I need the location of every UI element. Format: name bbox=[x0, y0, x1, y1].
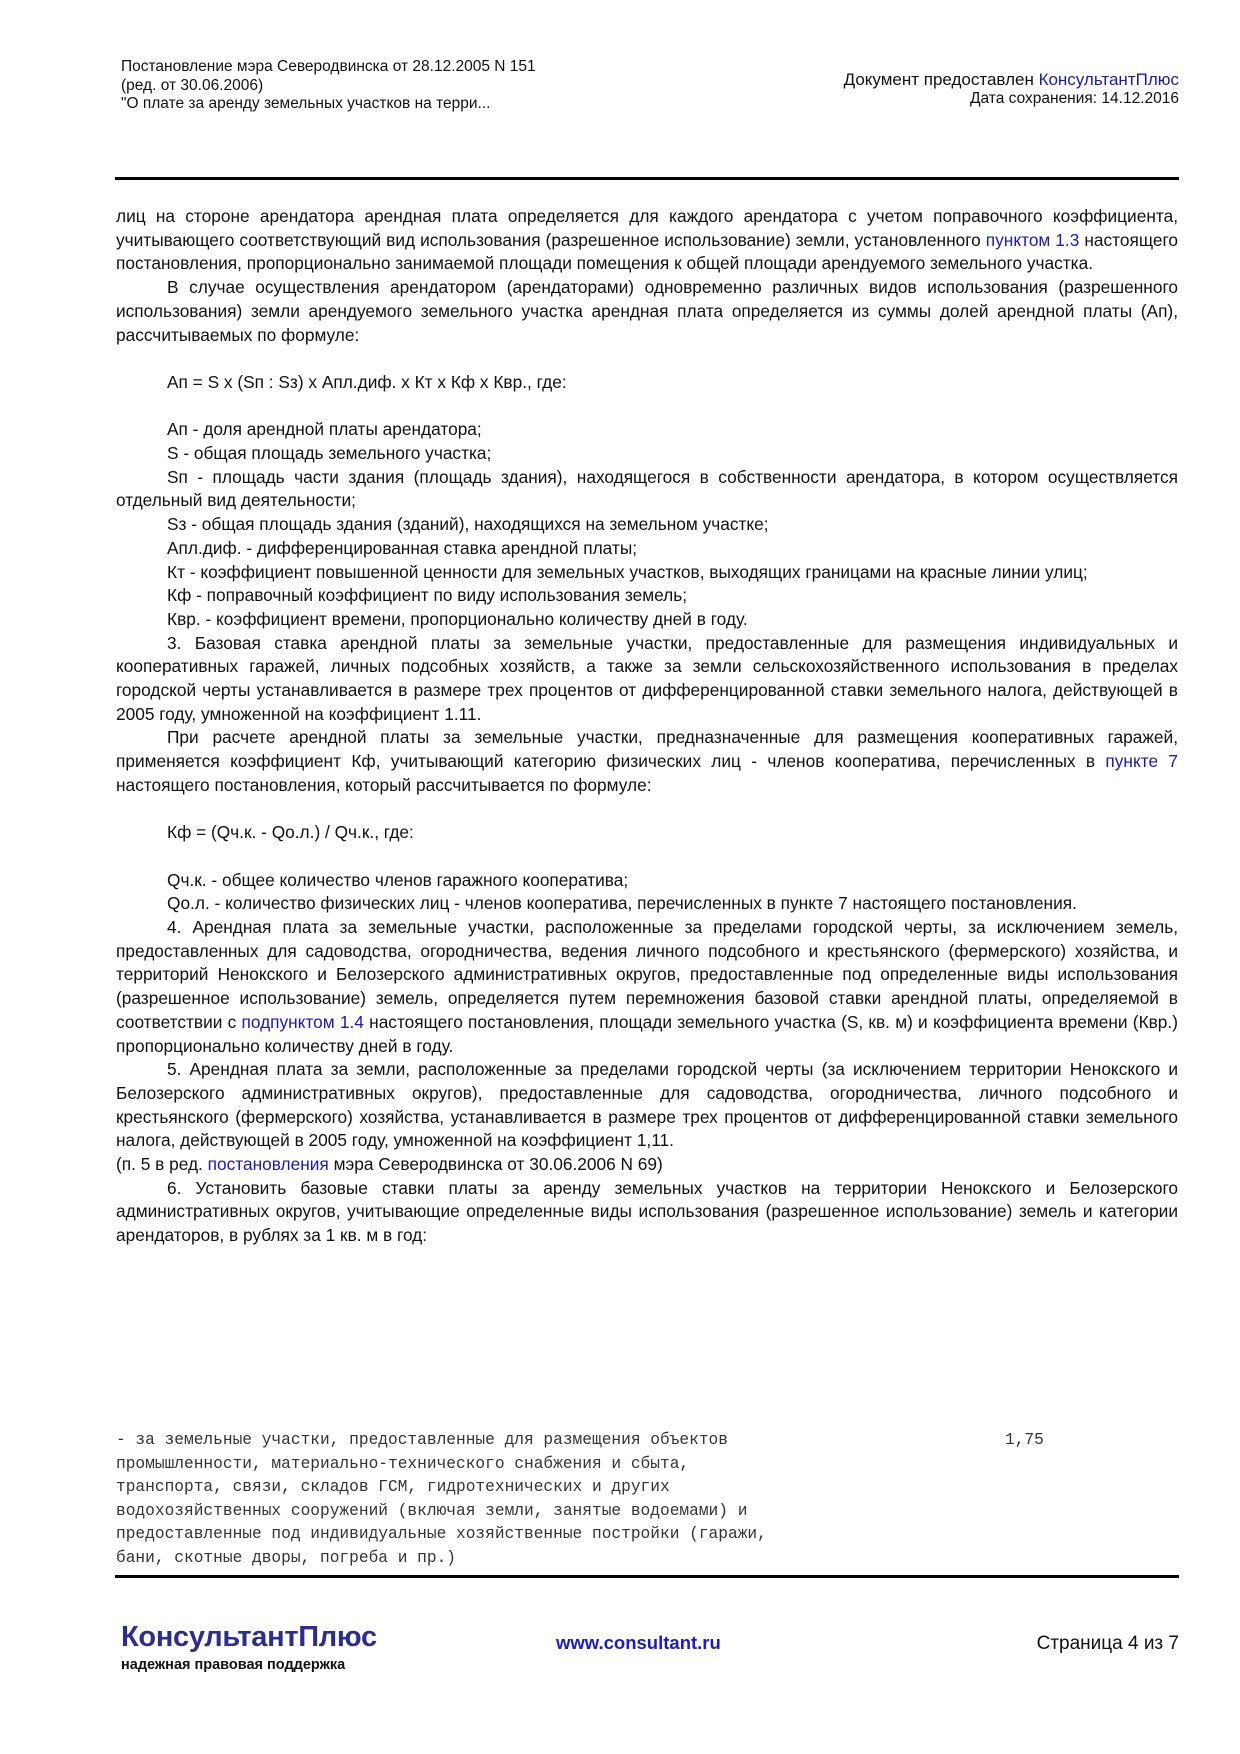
definition: Квр. - коэффициент времени, пропорционально количеству дней в году. bbox=[167, 608, 748, 629]
logo-tagline: надежная правовая поддержка bbox=[121, 1657, 346, 1673]
link-punkt-1-3[interactable]: пунктом 1.3 bbox=[985, 229, 1080, 250]
paragraph-section-5: 5. Арендная плата за земли, расположенные за пределами городской черты (за исключением территории Ненокского и Белозерского административных округов), предоставленные для садоводства, огородничества, личного подсобного и крестьянского (фермерского) хозяйства, устанавливается в размере трех процентов от дифференцированной ставки земельного налога, действующей в 2005 году, умноженной на коэффициент 1,11. bbox=[116, 1059, 1178, 1151]
provided-by bbox=[844, 70, 1179, 89]
provided-by-label: Документ предоставлен bbox=[843, 70, 1039, 89]
rate-description-line: - за земельные участки, предоставленные для размещения объектов bbox=[116, 1431, 728, 1449]
link-postanovlenie[interactable]: постановления bbox=[207, 1154, 329, 1175]
definition: S - общая площадь земельного участка; bbox=[167, 443, 492, 463]
rates-table-row bbox=[116, 1429, 1178, 1571]
paragraph: лиц на стороне арендатора арендная плата определяется для каждого арендатора с учетом поправочного коэффициента, учитывающего соответствующий вид использования (разрешенное использование) земли, установленного пунктом 1.3 настоящего постановления, пропорционально занимаемой площади помещения к общей площади арендуемого земельного участка. bbox=[116, 206, 1178, 274]
paragraph-section-4: 4. Арендная плата за земельные участки, расположенные за пределами городской черты, за исключением земель, предоставленных для садоводства, огородничества, ведения личного подсобного и крестьянского (фермерского) хозяйства, и территорий Ненокского и Белозерского административных округов, предоставленные под определенные виды использования (разрешенное использование) земель, определяется путем перемножения базовой ставки арендной платы, определяемой в соответствии с подпунктом 1.4 настоящего постановления, площади земельного участка (S, кв. м) и коэффициента времени (Квр.) пропорционально количеству дней в году. bbox=[116, 917, 1178, 1056]
definition: Кф - поправочный коэффициент по виду использования земель; bbox=[167, 585, 688, 606]
edit-note: (п. 5 в ред. постановления мэра Северодвинска от 30.06.2006 N 69) bbox=[116, 1154, 663, 1175]
provider-info bbox=[844, 70, 1179, 108]
rate-description-line: транспорта, связи, складов ГСМ, гидротехнических и других bbox=[116, 1478, 670, 1497]
definition: Апл.диф. - дифференцированная ставка арендной платы; bbox=[167, 537, 638, 558]
spacer bbox=[116, 347, 1178, 371]
document-title-line: (ред. от 30.06.2006) bbox=[121, 76, 264, 94]
rate-description-line: предоставленные под индивидуальные хозяйственные постройки (гаражи, bbox=[116, 1525, 767, 1544]
page-footer bbox=[121, 1620, 1179, 1700]
page-header bbox=[121, 58, 1179, 178]
rates-table bbox=[116, 1429, 1178, 1571]
consultant-logo: КонсультантПлюс bbox=[121, 1621, 377, 1653]
spacer bbox=[116, 845, 1178, 869]
website-link[interactable]: www.consultant.ru bbox=[556, 1632, 721, 1653]
definition: Кт - коэффициент повышенной ценности для земельных участков, выходящих границами на красные линии улиц; bbox=[167, 561, 1088, 582]
definition: Sз - общая площадь здания (зданий), находящихся на земельном участке; bbox=[167, 514, 769, 535]
paragraph-section-3: 3. Базовая ставка арендной платы за земельные участки, предоставленные для размещения индивидуальных и кооперативных гаражей, личных подсобных хозяйств, а также за земли сельскохозяйственного использования в пределах городской черты устанавливается в размере трех процентов от дифференцированной ставки земельного налога, действующей в 2005 году, умноженной на коэффициент 1.11. bbox=[116, 632, 1178, 724]
document-title-line: "О плате за аренду земельных участков на терри... bbox=[121, 95, 491, 112]
definition: Qо.л. - количество физических лиц - членов кооператива, перечисленных в пункте 7 настоящего постановления. bbox=[167, 893, 1077, 914]
document-title-line: Постановление мэра Северодвинска от 28.12.2005 N 151 bbox=[121, 58, 536, 75]
spacer bbox=[116, 798, 1178, 822]
rate-description-line: бани, скотные дворы, погреба и пр.) bbox=[116, 1548, 456, 1567]
formula: Кф = (Qч.к. - Qо.л.) / Qч.к., где: bbox=[167, 822, 414, 843]
document-body bbox=[116, 205, 1178, 1248]
provider-brand-link[interactable]: КонсультантПлюс bbox=[1038, 70, 1179, 89]
footer-divider bbox=[115, 1575, 1179, 1578]
rate-description-line: промышленности, материально-технического снабжения и сбыта, bbox=[116, 1454, 690, 1473]
save-date: Дата сохранения: 14.12.2016 bbox=[970, 90, 1179, 107]
definition: Qч.к. - общее количество членов гаражного кооператива; bbox=[167, 869, 629, 890]
document-title bbox=[121, 58, 536, 114]
rate-value: 1,75 bbox=[1005, 1431, 1044, 1449]
paragraph: При расчете арендной платы за земельные участки, предназначенные для размещения кооперативных гаражей, применяется коэффициент Кф, учитывающий категорию физических лиц - членов кооператива, перечисленных в пункте 7 настоящего постановления, который рассчитывается по формуле: bbox=[116, 727, 1178, 795]
link-punkt-7[interactable]: пункте 7 bbox=[1105, 751, 1178, 772]
page-number: Страница 4 из 7 bbox=[1036, 1633, 1179, 1654]
definition: Sп - площадь части здания (площадь здания), находящегося в собственности арендатора, в котором осуществляется отдельный вид деятельности; bbox=[116, 466, 1178, 511]
rate-description-line: водохозяйственных сооружений (включая земли, занятые водоемами) и bbox=[116, 1501, 748, 1520]
spacer bbox=[116, 395, 1178, 419]
formula: Ап = S x (Sп : Sз) x Апл.диф. x Кт x Кф x Квр., где: bbox=[167, 371, 567, 392]
definition: Ап - доля арендной платы арендатора; bbox=[167, 419, 482, 440]
header-divider bbox=[115, 177, 1179, 180]
link-podpunkt-1-4[interactable]: подпунктом 1.4 bbox=[241, 1011, 364, 1032]
paragraph: В случае осуществления арендатором (арендаторами) одновременно различных видов использования (разрешенного использования) земли арендуемого земельного участка арендная плата определяется из суммы долей арендной платы (Ап), рассчитываемых по формуле: bbox=[116, 277, 1178, 345]
paragraph-section-6: 6. Установить базовые ставки платы за аренду земельных участков на территории Ненокского и Белозерского административных округов, учитывающие определенные виды использования (разрешенное использование) земель и категории арендаторов, в рублях за 1 кв. м в год: bbox=[116, 1177, 1178, 1246]
